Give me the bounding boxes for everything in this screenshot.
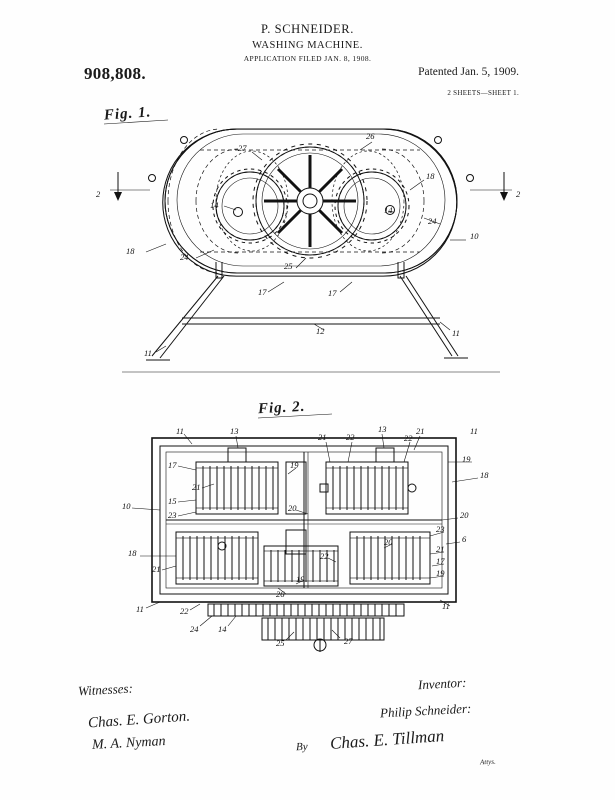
witnesses-label: Witnesses:: [77, 680, 134, 699]
figure-1-label: Fig. 1.: [103, 104, 152, 124]
attorney-signature: Chas. E. Tillman: [329, 726, 445, 753]
attorney-sublabel: Attys.: [479, 757, 496, 767]
witness-signature-1: Chas. E. Gorton.: [87, 708, 191, 732]
ref-numeral: 11: [442, 601, 450, 611]
ref-numeral: 11: [452, 328, 460, 338]
ref-numeral: 12: [316, 326, 325, 336]
ref-numeral: 21: [192, 482, 201, 492]
ref-numeral: 10: [122, 501, 131, 511]
header-inventor-name: P. SCHNEIDER.: [261, 22, 354, 36]
ref-numeral: 11: [144, 348, 152, 358]
ref-numeral: 11: [176, 426, 184, 436]
ref-numeral: 15: [168, 496, 177, 506]
ref-numeral: 24: [190, 624, 199, 634]
header-title: WASHING MACHINE.: [252, 40, 363, 51]
ref-numeral: 18: [126, 246, 135, 256]
ref-numeral: 26: [366, 131, 375, 141]
header-application-line: APPLICATION FILED JAN. 8, 1908.: [243, 54, 372, 63]
ref-numeral: 21: [318, 432, 327, 442]
ref-numeral: 27: [344, 636, 353, 646]
ref-numeral: 11: [136, 604, 144, 614]
ref-numeral: 14: [384, 205, 393, 215]
ref-numeral: 22: [320, 551, 329, 561]
ref-numeral: 6: [462, 534, 467, 544]
ref-numeral: 14: [210, 200, 219, 210]
ref-numeral: 22: [180, 606, 189, 616]
ref-numeral: 27: [238, 143, 247, 153]
ref-numeral: 17: [436, 556, 445, 566]
ref-numeral: 20: [384, 537, 393, 547]
by-label: By: [295, 740, 308, 754]
ref-numeral: 18: [426, 171, 435, 181]
ref-numeral: 19: [462, 454, 471, 464]
ref-numeral: 26: [276, 589, 285, 599]
ref-numeral: 25: [276, 638, 285, 648]
ref-numeral: 21: [416, 426, 425, 436]
ref-numeral: 24: [428, 216, 437, 226]
figure-2-drawing: [132, 414, 478, 652]
ref-numeral: 17: [328, 288, 337, 298]
ref-numeral: 10: [470, 231, 479, 241]
ref-numeral: 20: [460, 510, 469, 520]
ref-numeral: 13: [230, 426, 239, 436]
ref-numeral: 17: [258, 287, 267, 297]
ref-numeral: 13: [378, 424, 387, 434]
ref-numeral: 21: [436, 544, 445, 554]
ref-numeral: 23: [436, 524, 445, 534]
ref-numeral: 20: [288, 503, 297, 513]
figure-2-label: Fig. 2.: [257, 398, 306, 418]
ref-numeral: 19: [296, 574, 305, 584]
ref-numeral: 22: [404, 433, 413, 443]
ref-numeral: 2: [96, 189, 101, 199]
ref-numeral: 21: [152, 564, 161, 574]
ref-numeral: 14: [218, 624, 227, 634]
sheet-count-label: 2 SHEETS—SHEET 1.: [447, 89, 519, 97]
ref-numeral: 11: [470, 426, 478, 436]
patented-date: Patented Jan. 5, 1909.: [418, 66, 519, 78]
witness-signature-2: M. A. Nyman: [91, 734, 166, 753]
ref-numeral: 18: [480, 470, 489, 480]
ref-numeral: 25: [284, 261, 293, 271]
ref-numeral: 23: [168, 510, 177, 520]
ref-numeral: 17: [168, 460, 177, 470]
ref-numeral: 2: [516, 189, 521, 199]
inventor-signature: Philip Schneider:: [379, 700, 472, 721]
ref-numeral: 19: [290, 460, 299, 470]
ref-numeral: 18: [128, 548, 137, 558]
patent-number: 908,808.: [84, 64, 146, 83]
ref-numeral: 19: [436, 568, 445, 578]
ref-numeral: 24: [180, 252, 189, 262]
ref-numeral: 22: [346, 432, 355, 442]
inventor-label: Inventor:: [417, 674, 467, 693]
figure-1-drawing: [104, 120, 512, 372]
